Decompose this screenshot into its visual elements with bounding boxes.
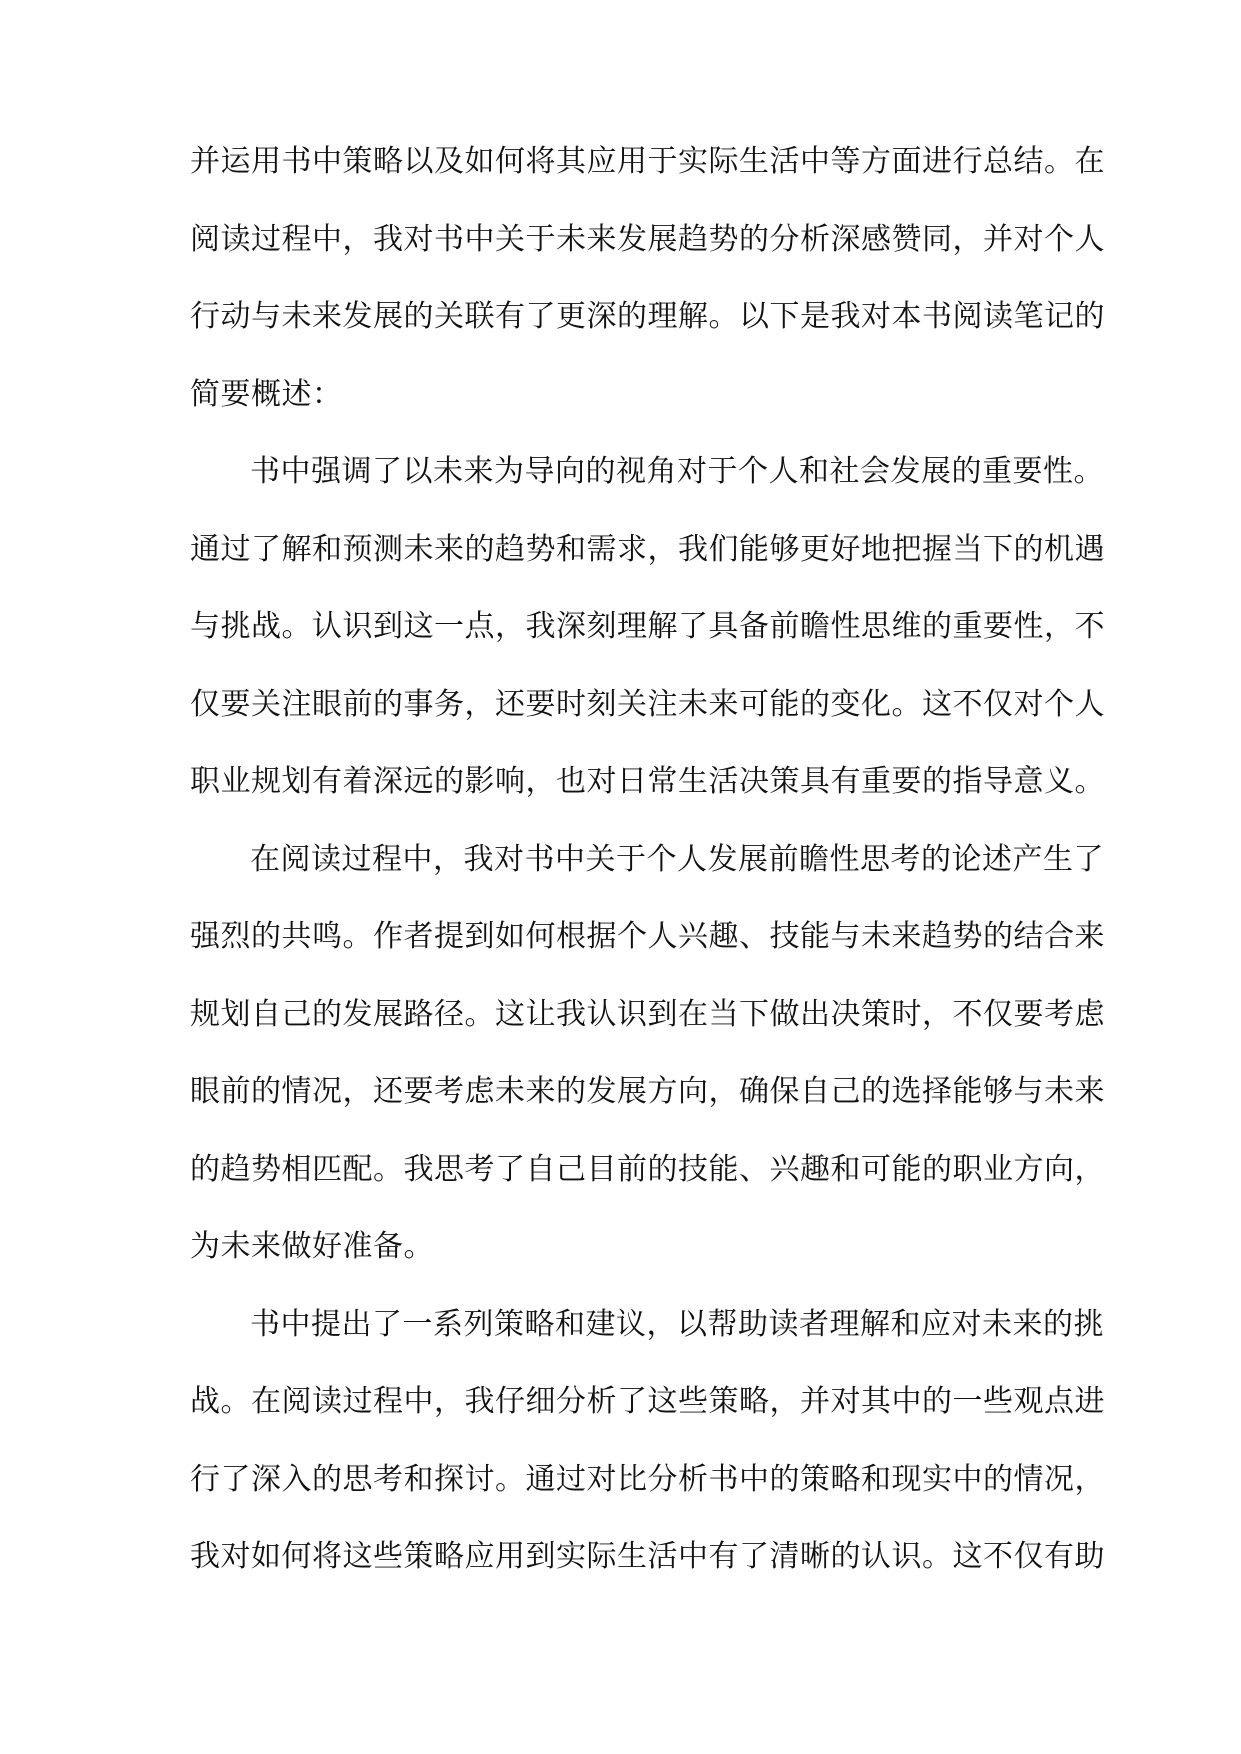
text-line: 战。在阅读过程中，我仔细分析了这些策略，并对其中的一些观点进: [190, 1384, 1105, 1419]
text-line: 通过了解和预测未来的趋势和需求，我们能够更好地把握当下的机遇: [190, 531, 1105, 567]
text-line: 我对如何将这些策略应用到实际生活中有了清晰的认识。这不仅有助: [190, 1539, 1105, 1574]
text-line: 的趋势相匹配。我思考了自己目前的技能、兴趣和可能的职业方向，: [190, 1151, 1105, 1187]
document-body: [190, 143, 1105, 1616]
paragraph-first-line: 在阅读过程中，我对书中关于个人发展前瞻性思考的论述产生了: [250, 841, 1104, 877]
text-line: 强烈的共鸣。作者提到如何根据个人兴趣、技能与未来趋势的结合来: [190, 919, 1105, 954]
text-line: 眼前的情况，还要考虑未来的发展方向，确保自己的选择能够与未来: [190, 1074, 1105, 1109]
text-line: 为未来做好准备。: [190, 1229, 434, 1264]
text-line: 与挑战。认识到这一点，我深刻理解了具备前瞻性思维的重要性，不: [190, 609, 1105, 644]
paragraph-first-line: 书中强调了以未来为导向的视角对于个人和社会发展的重要性。: [250, 454, 1104, 489]
text-line: 简要概述：: [190, 376, 343, 412]
text-line: 仅要关注眼前的事务，还要时刻关注未来可能的变化。这不仅对个人: [190, 686, 1105, 722]
text-line: 行了深入的思考和探讨。通过对比分析书中的策略和现实中的情况，: [190, 1461, 1105, 1497]
text-line: 规划自己的发展路径。这让我认识到在当下做出决策时，不仅要考虑: [190, 996, 1105, 1032]
text-line: 职业规划有着深远的影响，也对日常生活决策具有重要的指导意义。: [190, 764, 1105, 799]
text-line: 并运用书中策略以及如何将其应用于实际生活中等方面进行总结。在: [190, 144, 1105, 179]
text-line: 行动与未来发展的关联有了更深的理解。以下是我对本书阅读笔记的: [190, 299, 1105, 334]
text-line: 阅读过程中，我对书中关于未来发展趋势的分析深感赞同，并对个人: [190, 221, 1105, 257]
paragraph-first-line: 书中提出了一系列策略和建议，以帮助读者理解和应对未来的挑: [250, 1306, 1104, 1342]
